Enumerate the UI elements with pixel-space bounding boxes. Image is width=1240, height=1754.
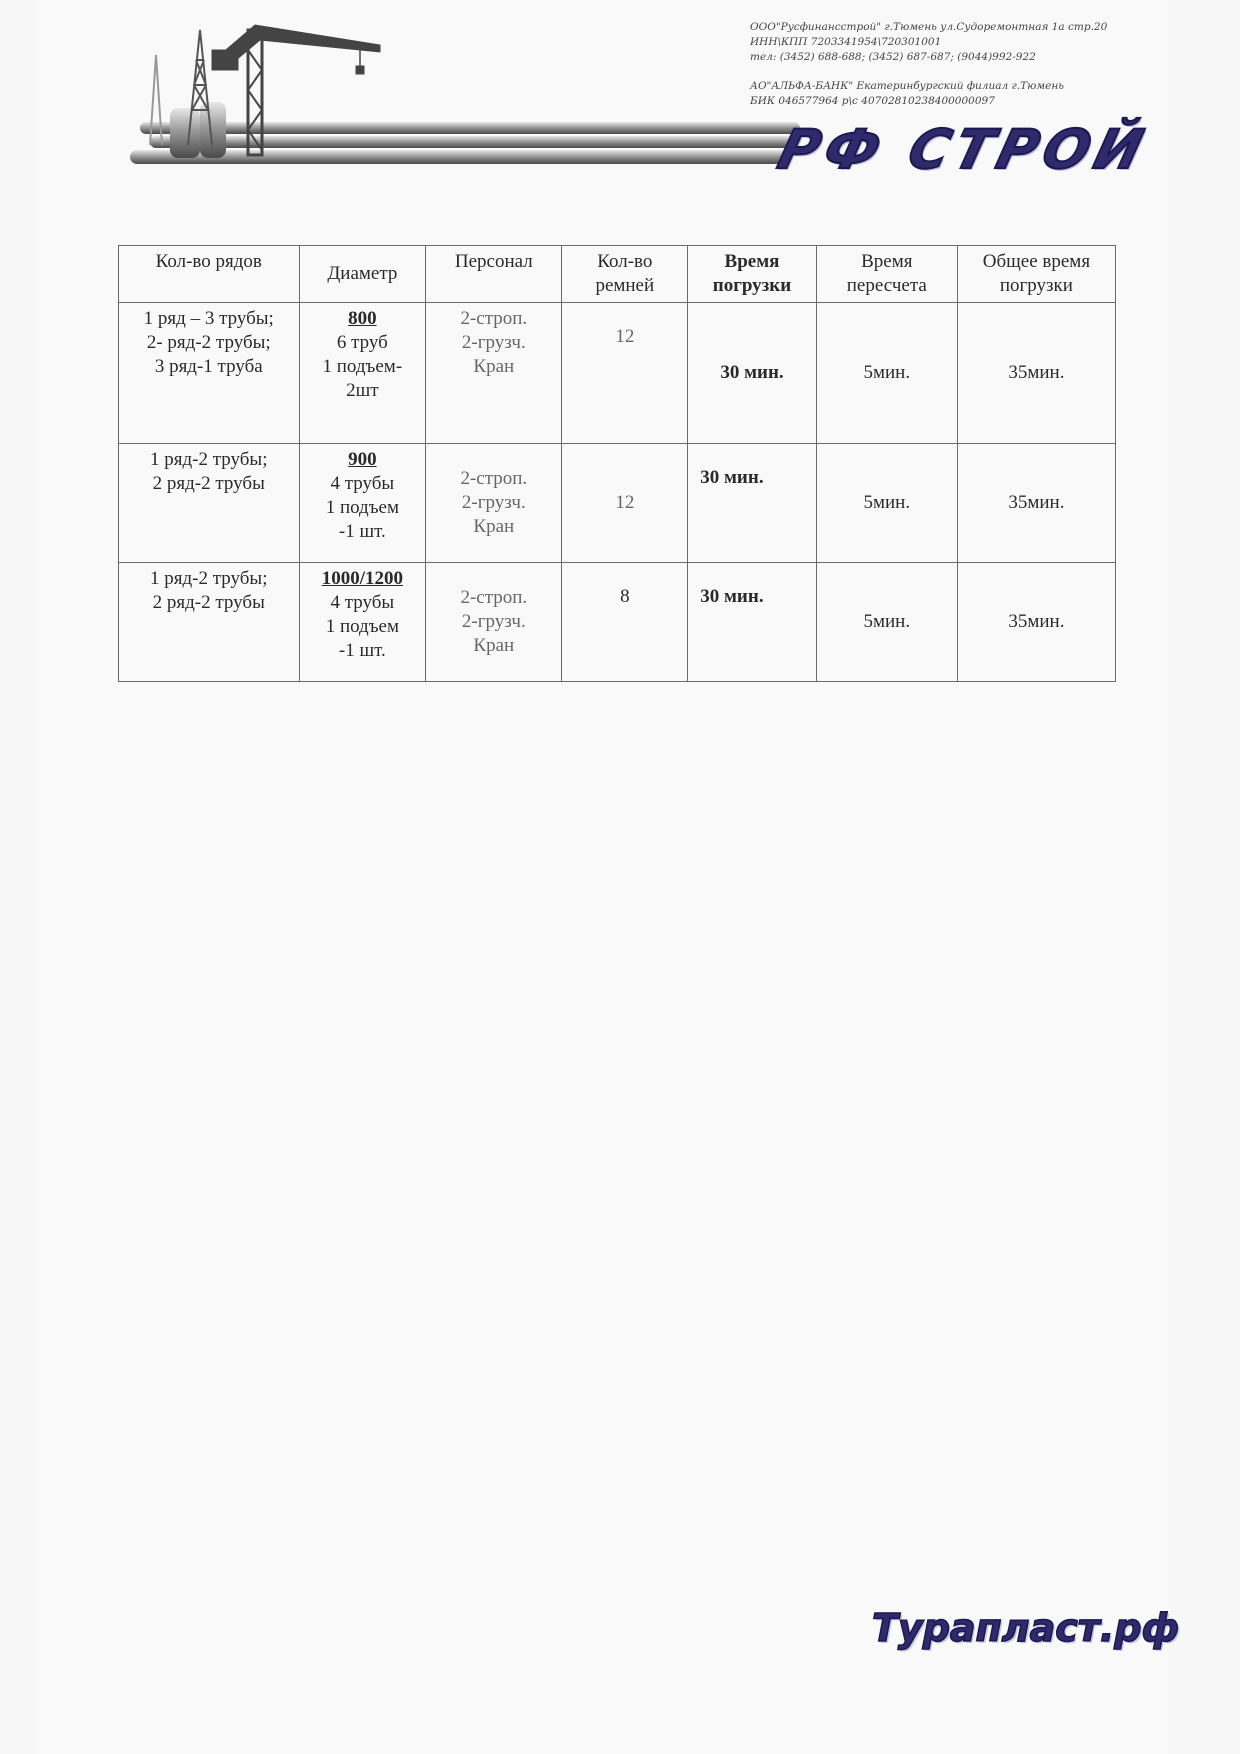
cell-straps: 12 [562,303,688,444]
cell-rows-count: 1 ряд – 3 трубы; 2- ряд-2 трубы; 3 ряд-1 труба [119,303,300,444]
table-row [119,444,1116,563]
footer-watermark: Турапласт.рф [872,1606,1180,1650]
cell-staff: 2-строп. 2-грузч. Кран [426,303,562,444]
cell-diameter: 1000/1200 4 трубы 1 подъем -1 шт. [299,563,426,682]
header-rows-count: Кол-во рядов [119,246,300,303]
company-requisites [750,20,1130,109]
header-staff: Персонал [426,246,562,303]
cell-load-time: 30 мин. [688,444,817,563]
table-row [119,563,1116,682]
loading-table [118,245,1116,682]
header-diameter: Диаметр [299,246,426,303]
cell-staff: 2-строп. 2-грузч. Кран [426,563,562,682]
cell-recount-time: 5мин. [816,303,957,444]
bank-bik-account: БИК 046577964 р\с 40702810238400000097 [750,95,995,107]
company-logo: РФ СТРОЙ [772,118,1155,181]
cell-diameter: 900 4 трубы 1 подъем -1 шт. [299,444,426,563]
header-load-time: Время погрузки [688,246,817,303]
table-row [119,303,1116,444]
cell-total-time: 35мин. [957,444,1115,563]
bank-name: АО"АЛЬФА-БАНК" Екатеринбургский филиал г.Тюмень [750,80,1064,92]
crane-graphic [212,25,380,155]
cell-recount-time: 5мин. [816,444,957,563]
company-inn-kpp: ИНН\КПП 7203341954\720301001 [750,36,942,48]
pipes-graphic [130,102,800,164]
company-phones: тел: (3452) 688-688; (3452) 687-687; (9044)992-922 [750,51,1036,63]
company-name-address: ООО"Русфинансстрой" г.Тюмень ул.Судоремонтная 1а стр.20 [750,21,1108,33]
cell-total-time: 35мин. [957,563,1115,682]
table-header-row [119,246,1116,303]
cell-straps: 12 [562,444,688,563]
cell-recount-time: 5мин. [816,563,957,682]
header-straps: Кол-во ремней [562,246,688,303]
cell-total-time: 35мин. [957,303,1115,444]
cell-diameter: 800 6 труб 1 подъем- 2шт [299,303,426,444]
cell-load-time: 30 мин. [688,563,817,682]
header-recount-time: Время пересчета [816,246,957,303]
header-total-time: Общее время погрузки [957,246,1115,303]
cell-rows-count: 1 ряд-2 трубы; 2 ряд-2 трубы [119,563,300,682]
cell-rows-count: 1 ряд-2 трубы; 2 ряд-2 трубы [119,444,300,563]
cell-staff: 2-строп. 2-грузч. Кран [426,444,562,563]
cell-straps: 8 [562,563,688,682]
cell-load-time: 30 мин. [688,303,817,444]
